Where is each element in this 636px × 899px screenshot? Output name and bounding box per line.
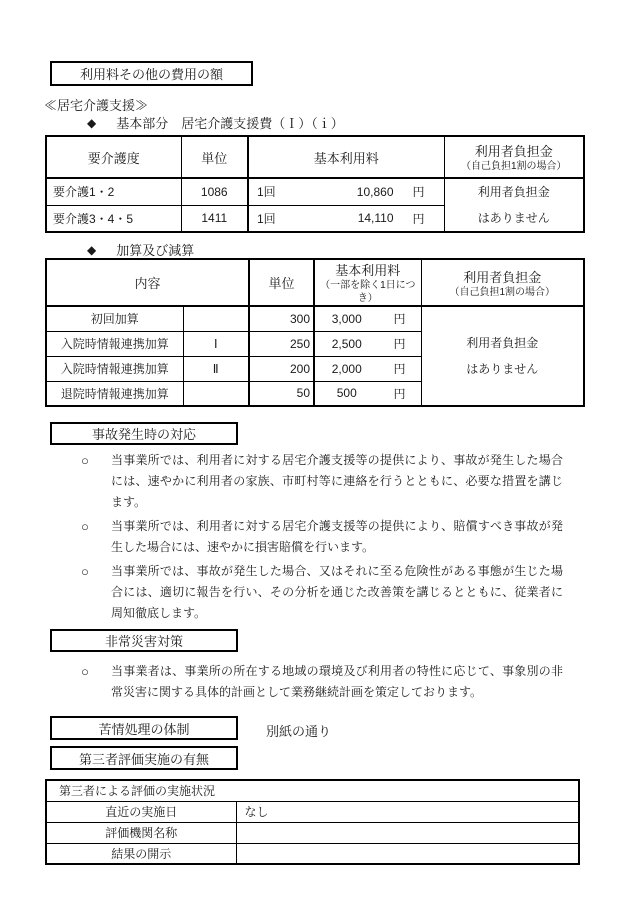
fee-amount: 3,000 xyxy=(331,311,362,326)
table-header-row xyxy=(46,780,579,801)
table-row xyxy=(46,801,579,822)
unit-cell: 1411 xyxy=(181,205,248,232)
addition-sub-cell xyxy=(183,381,249,406)
heading-basic-fee-name: 居宅介護支援費（Ｉ）（ｉ） xyxy=(181,116,344,131)
section-title-fees-label: 利用料その他の費用の額 xyxy=(79,67,223,82)
user-burden-header xyxy=(421,259,584,306)
base-fee-cell xyxy=(248,205,444,232)
fee-amount: 2,000 xyxy=(331,361,362,376)
basic-fee-table xyxy=(45,135,585,233)
heading-basic-part xyxy=(87,113,344,132)
evaluation-row-label: 直近の実施日 xyxy=(46,801,236,822)
user-burden-header-line1: 利用者負担金 xyxy=(474,144,553,159)
fee-amount: 500 xyxy=(336,386,357,401)
list-item xyxy=(81,561,563,624)
subsection-home-care-support: ≪居宅介護支援≫ xyxy=(44,98,149,113)
table-row xyxy=(46,178,584,205)
fee-amount: 10,860 xyxy=(356,184,394,199)
care-level-cell: 要介護1・2 xyxy=(46,178,181,205)
fee-amount: 2,500 xyxy=(331,336,362,351)
user-burden-header xyxy=(444,136,584,178)
list-item xyxy=(81,661,563,703)
complaint-note: 別紙の通り xyxy=(266,724,332,739)
yen-label: 円 xyxy=(393,312,406,327)
table-row xyxy=(46,822,579,843)
section-title-complaint-label: 苦情処理の体制 xyxy=(98,721,190,737)
evaluation-table-title: 第三者による評価の実施状況 xyxy=(46,780,579,801)
yen-label: 円 xyxy=(412,211,425,226)
yen-label: 円 xyxy=(412,185,425,200)
section-title-evaluation xyxy=(50,746,238,770)
diamond-bullet-icon: ◆ xyxy=(87,242,97,257)
circle-bullet-icon: ○ xyxy=(81,453,89,468)
user-burden-header-line2: （自己負担1割の場合） xyxy=(460,161,567,172)
base-fee-header: 基本利用料 xyxy=(248,136,444,178)
per-count-label: 1回 xyxy=(257,211,276,226)
user-burden-header-line2: （自己負担1割の場合） xyxy=(449,286,556,298)
addition-sub-cell: Ⅱ xyxy=(183,356,249,381)
diamond-bullet-icon: ◆ xyxy=(87,115,97,130)
disaster-bullet-list xyxy=(81,661,563,706)
unit-cell: 1086 xyxy=(181,178,248,205)
burden-note-cell xyxy=(444,178,584,232)
burden-note-line1: 利用者負担金 xyxy=(466,336,539,350)
accident-bullet-list xyxy=(81,450,563,627)
third-party-evaluation-table xyxy=(45,779,580,865)
bullet-text: 当事業所では、利用者に対する居宅介護支援等の提供により、賠償すべき事故が発生した場合には、速やかに損害賠償を行います。 xyxy=(111,519,563,554)
evaluation-row-label: 結果の開示 xyxy=(46,843,236,864)
section-title-disaster xyxy=(50,629,238,652)
base-fee-cell xyxy=(314,331,421,356)
bullet-text: 当事業者は、事業所の所在する地域の環境及び利用者の特性に応じて、事象別の非常災害に関する具体的計画として業務継続計画を策定しております。 xyxy=(111,664,563,699)
table-header-row xyxy=(46,136,584,178)
burden-note-line2: はありません xyxy=(477,211,550,225)
per-count-label: 1回 xyxy=(257,185,276,200)
addition-name-cell: 入院時情報連携加算 xyxy=(46,356,183,381)
yen-label: 円 xyxy=(393,386,406,401)
table-row xyxy=(46,843,579,864)
addition-sub-cell xyxy=(183,306,249,331)
section-title-accident xyxy=(50,422,238,445)
burden-note-line2: はありません xyxy=(466,362,539,376)
unit-cell: 250 xyxy=(249,331,314,356)
heading-additions-label: 加算及び減算 xyxy=(116,243,195,258)
addition-sub-cell: Ⅰ xyxy=(183,331,249,356)
addition-name-cell: 初回加算 xyxy=(46,306,183,331)
evaluation-row-value: なし xyxy=(236,801,579,822)
section-title-evaluation-label: 第三者評価実施の有無 xyxy=(78,751,209,767)
base-fee-cell xyxy=(248,178,444,205)
addition-fee-table xyxy=(45,258,585,407)
unit-header: 単位 xyxy=(181,136,248,178)
unit-cell: 50 xyxy=(249,381,314,406)
bullet-text: 当事業所では、利用者に対する居宅介護支援等の提供により、事故が発生した場合には、速やかに利用者の家族、市町村等に連絡を行うとともに、必要な措置を講じます。 xyxy=(111,453,563,509)
section-title-complaint xyxy=(50,716,238,740)
yen-label: 円 xyxy=(393,362,406,376)
base-fee-header-line2: （一部を除く1日につき） xyxy=(320,280,416,304)
heading-additions xyxy=(87,240,194,259)
table-row xyxy=(46,306,584,331)
circle-bullet-icon: ○ xyxy=(81,519,89,534)
unit-header: 単位 xyxy=(249,259,314,306)
list-item xyxy=(81,450,563,513)
circle-bullet-icon: ○ xyxy=(81,564,89,579)
addition-name-cell: 入院時情報連携加算 xyxy=(46,331,183,356)
base-fee-cell xyxy=(314,306,421,331)
addition-name-cell: 退院時情報連携加算 xyxy=(46,381,183,406)
care-level-header: 要介護度 xyxy=(46,136,181,178)
table-header-row xyxy=(46,259,584,306)
section-title-disaster-label: 非常災害対策 xyxy=(104,634,183,649)
care-level-cell: 要介護3・4・5 xyxy=(46,205,181,232)
unit-cell: 300 xyxy=(249,306,314,331)
evaluation-row-value xyxy=(236,822,579,843)
evaluation-row-label: 評価機関名称 xyxy=(46,822,236,843)
section-title-fees xyxy=(50,61,253,86)
base-fee-header xyxy=(314,259,421,306)
heading-basic-label: 基本部分 xyxy=(116,116,169,131)
fee-amount: 14,110 xyxy=(357,211,394,226)
base-fee-cell xyxy=(314,356,421,381)
bullet-text: 当事業所では、事故が発生した場合、又はそれに至る危険性がある事態が生じた場合には、適切に報告を行い、その分析を通じた改善策を講じるとともに、従業者に周知徹底します。 xyxy=(111,564,563,620)
unit-cell: 200 xyxy=(249,356,314,381)
burden-note-cell xyxy=(421,306,584,406)
burden-note-line1: 利用者負担金 xyxy=(477,185,550,199)
content-header: 内容 xyxy=(46,259,249,306)
user-burden-header-line1: 利用者負担金 xyxy=(463,269,542,285)
base-fee-cell xyxy=(314,381,421,406)
evaluation-row-value xyxy=(236,843,579,864)
section-title-accident-label: 事故発生時の対応 xyxy=(91,427,196,442)
circle-bullet-icon: ○ xyxy=(81,664,89,679)
yen-label: 円 xyxy=(393,337,406,351)
list-item xyxy=(81,516,563,558)
base-fee-header-line1: 基本利用料 xyxy=(335,263,401,278)
